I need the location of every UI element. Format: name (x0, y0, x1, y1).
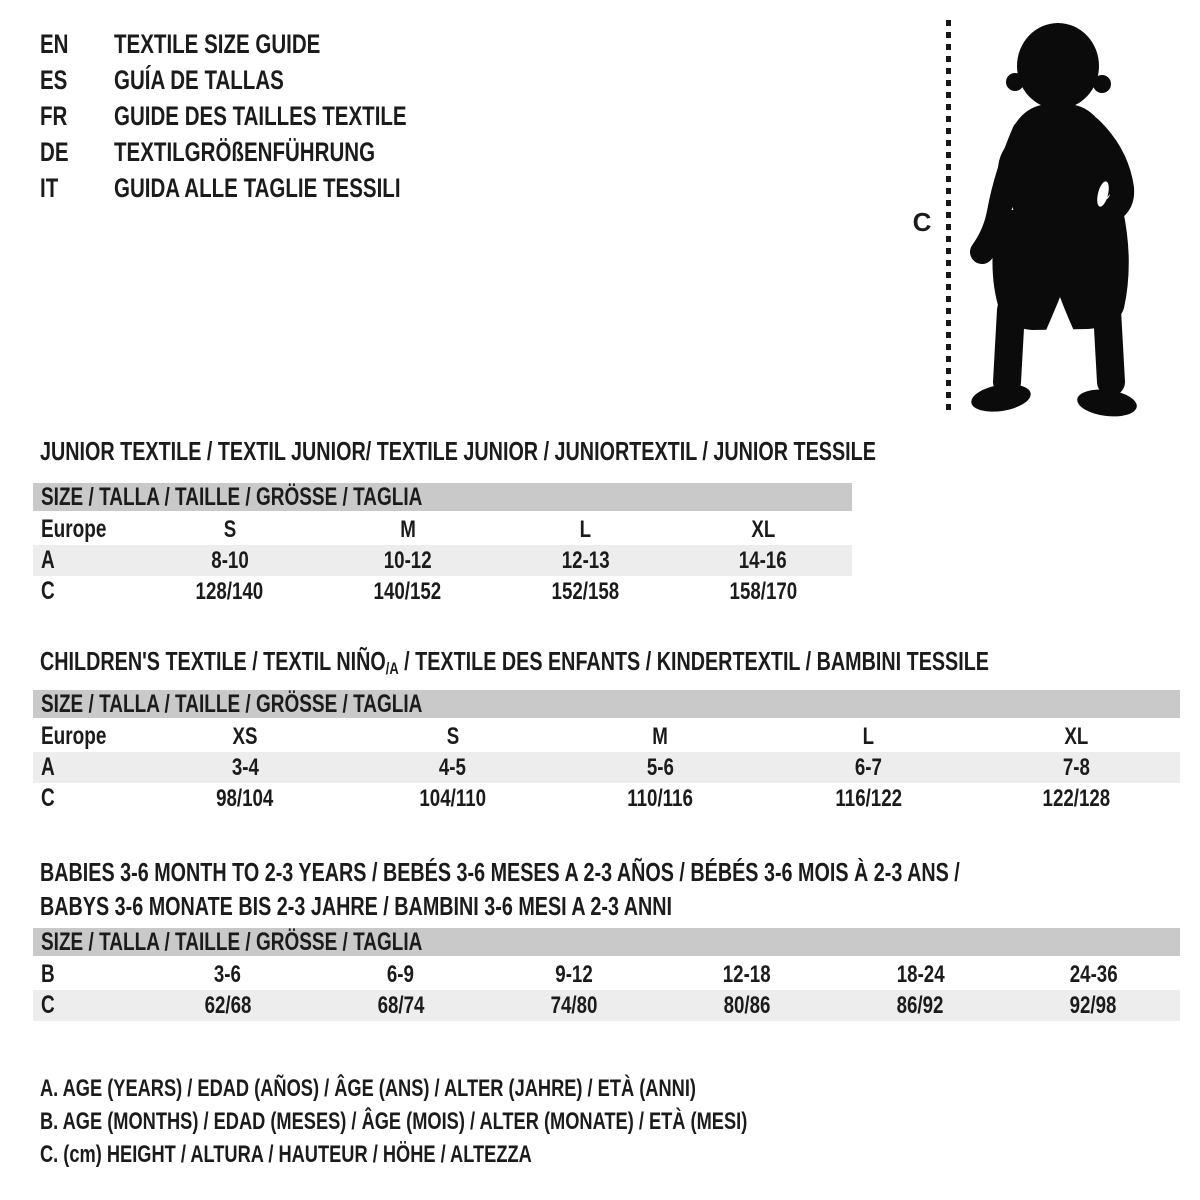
table-cell (349, 754, 557, 782)
table-cell-text: 14-16 (739, 546, 788, 574)
table-cell (349, 785, 557, 813)
section-title-text (40, 644, 989, 686)
row-label (33, 960, 141, 989)
table-row (33, 783, 1180, 814)
language-code-text: FR (40, 100, 68, 131)
size-header-text: SIZE / TALLA / TAILLE / GRÖSSE / TAGLIA (41, 689, 423, 718)
language-row (40, 170, 499, 206)
table-cell (674, 547, 852, 575)
table-cell (972, 785, 1180, 813)
language-title-text: GUIDE DES TAILLES TEXTILE (114, 100, 407, 131)
row-label-text: C (41, 577, 55, 605)
table-cell-text: XL (1064, 722, 1089, 750)
table-cell-text: 62/68 (204, 991, 252, 1019)
language-title (114, 173, 491, 204)
table-row (33, 545, 852, 576)
table-cell-text: 6-9 (387, 960, 415, 988)
table-cell (834, 992, 1007, 1020)
table-cell (674, 578, 852, 606)
legend-line-text: C. (cm) HEIGHT / ALTURA / HAUTEUR / HÖHE / ALTEZZA (40, 1140, 532, 1168)
babies-section-title (40, 855, 1200, 923)
row-label (33, 991, 141, 1020)
language-title (114, 137, 458, 168)
table-cell-text: 5-6 (646, 753, 675, 781)
table-row (33, 514, 852, 545)
table-cell (141, 516, 319, 544)
row-label-text: Europe (41, 515, 107, 543)
language-title-text: GUÍA DE TALLAS (114, 64, 284, 95)
table-cell-text: 7-8 (1062, 753, 1090, 781)
table-cell-text: 10-12 (383, 546, 432, 574)
table-cell (1007, 992, 1180, 1020)
table-cell (497, 578, 675, 606)
table-cell-text: 128/140 (196, 577, 264, 605)
measurement-legend (40, 1072, 971, 1171)
table-cell (141, 547, 319, 575)
language-code-text: DE (40, 136, 69, 167)
table-cell (141, 754, 349, 782)
section-title-subscript: /A (385, 659, 399, 678)
table-cell (314, 961, 487, 989)
table-cell (674, 516, 852, 544)
table-cell-text: M (652, 722, 669, 750)
section-title-main: CHILDREN'S TEXTILE / TEXTIL NIÑO (40, 646, 386, 676)
table-cell-text: 3-4 (231, 753, 259, 781)
table-cell (764, 785, 972, 813)
table-cell-text: M (399, 515, 416, 543)
legend-line (40, 1072, 971, 1105)
size-header-text: SIZE / TALLA / TAILLE / GRÖSSE / TAGLIA (41, 482, 423, 511)
language-row (40, 98, 499, 134)
table-cell (141, 785, 349, 813)
language-title-text: GUIDA ALLE TAGLIE TESSILI (114, 172, 401, 203)
table-cell (834, 961, 1007, 989)
legend-line (40, 1105, 971, 1138)
table-cell-text: 12-13 (561, 546, 610, 574)
table-cell (141, 961, 314, 989)
language-title-text: TEXTILE SIZE GUIDE (114, 28, 321, 59)
row-label-text: B (41, 960, 55, 988)
table-cell-text: 68/74 (377, 991, 425, 1019)
row-label (33, 515, 141, 544)
language-code-text: EN (40, 28, 69, 59)
table-cell (972, 723, 1180, 751)
language-list (40, 26, 499, 206)
section-title-main: JUNIOR TEXTILE / TEXTIL JUNIOR/ TEXTILE JUNIOR / JUNIORTEXTIL / JUNIOR TESSILE (40, 436, 876, 466)
table-cell-text: 4-5 (439, 753, 467, 781)
section-title-suffix: / TEXTILE DES ENFANTS / KINDERTEXTIL / BAMBINI TESSILE (398, 646, 989, 676)
row-label (33, 546, 141, 575)
junior-section-title (40, 434, 1140, 468)
section-title-line (40, 855, 1200, 889)
table-cell-text: 12-18 (723, 960, 772, 988)
table-cell-text: 110/116 (627, 784, 694, 812)
language-row (40, 62, 499, 98)
language-code (40, 137, 114, 168)
language-title (114, 101, 499, 132)
section-title-text: BABYS 3-6 MONATE BIS 2-3 JAHRE / BAMBINI 3-6 MESI A 2-3 ANNI (40, 891, 673, 921)
table-cell (661, 992, 834, 1020)
table-cell (314, 992, 487, 1020)
row-label (33, 753, 141, 782)
table-cell (1007, 961, 1180, 989)
table-cell (497, 547, 675, 575)
height-measure-label: C (912, 207, 932, 237)
size-header-text: SIZE / TALLA / TAILLE / GRÖSSE / TAGLIA (41, 927, 423, 956)
language-title (114, 29, 386, 60)
table-cell-text: XS (232, 722, 258, 750)
language-title (114, 65, 338, 96)
table-cell (319, 516, 497, 544)
row-label (33, 577, 141, 606)
language-row (40, 26, 499, 62)
table-cell (661, 961, 834, 989)
section-title-text (40, 855, 960, 889)
table-cell (141, 992, 314, 1020)
table-cell (764, 754, 972, 782)
table-cell-text: 6-7 (854, 753, 882, 781)
size-header-bar (33, 928, 1180, 956)
table-cell-text: 18-24 (896, 960, 945, 988)
section-title-text (40, 434, 876, 468)
table-cell (319, 547, 497, 575)
table-cell (557, 754, 765, 782)
row-label-text: A (41, 753, 55, 781)
table-cell-text: 24-36 (1069, 960, 1118, 988)
row-label-text: C (41, 991, 55, 1019)
table-cell (319, 578, 497, 606)
table-cell-text: 152/158 (551, 577, 620, 605)
section-title-line (40, 644, 1200, 686)
legend-line-text: A. AGE (YEARS) / EDAD (AÑOS) / ÂGE (ANS) / ALTER (JAHRE) / ETÀ (ANNI) (40, 1074, 696, 1102)
table-cell-text: 158/170 (729, 577, 797, 605)
size-header-bar (33, 690, 1180, 718)
section-title-main: BABIES 3-6 MONTH TO 2-3 YEARS / BEBÉS 3-6 MESES A 2-3 AÑOS / BÉBÉS 3-6 MOIS À 2-3 ANS / (40, 857, 960, 887)
language-code (40, 101, 114, 132)
table-row (33, 576, 852, 607)
table-cell-text: 122/128 (1042, 784, 1110, 812)
size-header-bar (33, 483, 852, 511)
language-code-text: ES (40, 64, 68, 95)
row-label (33, 784, 141, 813)
table-cell-text: S (446, 722, 459, 750)
table-cell-text: 74/80 (550, 991, 598, 1019)
row-label (33, 722, 141, 751)
language-row (40, 134, 499, 170)
table-cell-text: 3-6 (214, 960, 242, 988)
table-cell (497, 516, 675, 544)
table-cell-text: 8-10 (211, 546, 249, 574)
table-row (33, 721, 1180, 752)
table-cell (764, 723, 972, 751)
table-cell (141, 723, 349, 751)
language-code (40, 173, 114, 204)
row-label-text: C (41, 784, 55, 812)
language-title-text: TEXTILGRÖßENFÜHRUNG (114, 136, 376, 167)
junior-size-table (33, 483, 852, 607)
table-cell (557, 785, 765, 813)
table-cell (141, 578, 319, 606)
babies-size-table (33, 928, 1180, 1021)
table-cell (972, 754, 1180, 782)
table-cell-text: L (579, 515, 592, 543)
table-cell-text: 104/110 (419, 784, 487, 812)
legend-line-text: B. AGE (MONTHS) / EDAD (MESES) / ÂGE (MOIS) / ALTER (MONATE) / ETÀ (MESI) (40, 1107, 748, 1135)
table-cell-text: L (862, 722, 875, 750)
row-label-text: A (41, 546, 55, 574)
legend-line (40, 1138, 971, 1171)
table-cell (487, 992, 660, 1020)
table-cell-text: 140/152 (373, 577, 442, 605)
language-code (40, 65, 114, 96)
language-code-text: IT (40, 172, 59, 203)
table-cell (557, 723, 765, 751)
table-cell-text: 80/86 (723, 991, 771, 1019)
table-cell-text: 116/122 (834, 784, 902, 812)
section-title-line (40, 889, 1200, 923)
table-row (33, 990, 1180, 1021)
table-cell (349, 723, 557, 751)
table-row (33, 752, 1180, 783)
row-label-text: Europe (41, 722, 107, 750)
childrens-size-table (33, 690, 1180, 814)
childrens-section-title (40, 644, 1200, 686)
table-cell-text: 98/104 (216, 784, 274, 812)
height-measure-dashed-line (946, 20, 951, 416)
table-cell-text: XL (751, 515, 776, 543)
toddler-silhouette-icon (960, 12, 1140, 418)
table-cell (487, 961, 660, 989)
table-cell-text: 92/98 (1070, 991, 1117, 1019)
table-cell-text: 86/92 (896, 991, 944, 1019)
table-cell-text: 9-12 (555, 960, 593, 988)
table-cell-text: S (223, 515, 237, 543)
table-row (33, 959, 1180, 990)
section-title-line (40, 434, 1140, 468)
language-code (40, 29, 114, 60)
